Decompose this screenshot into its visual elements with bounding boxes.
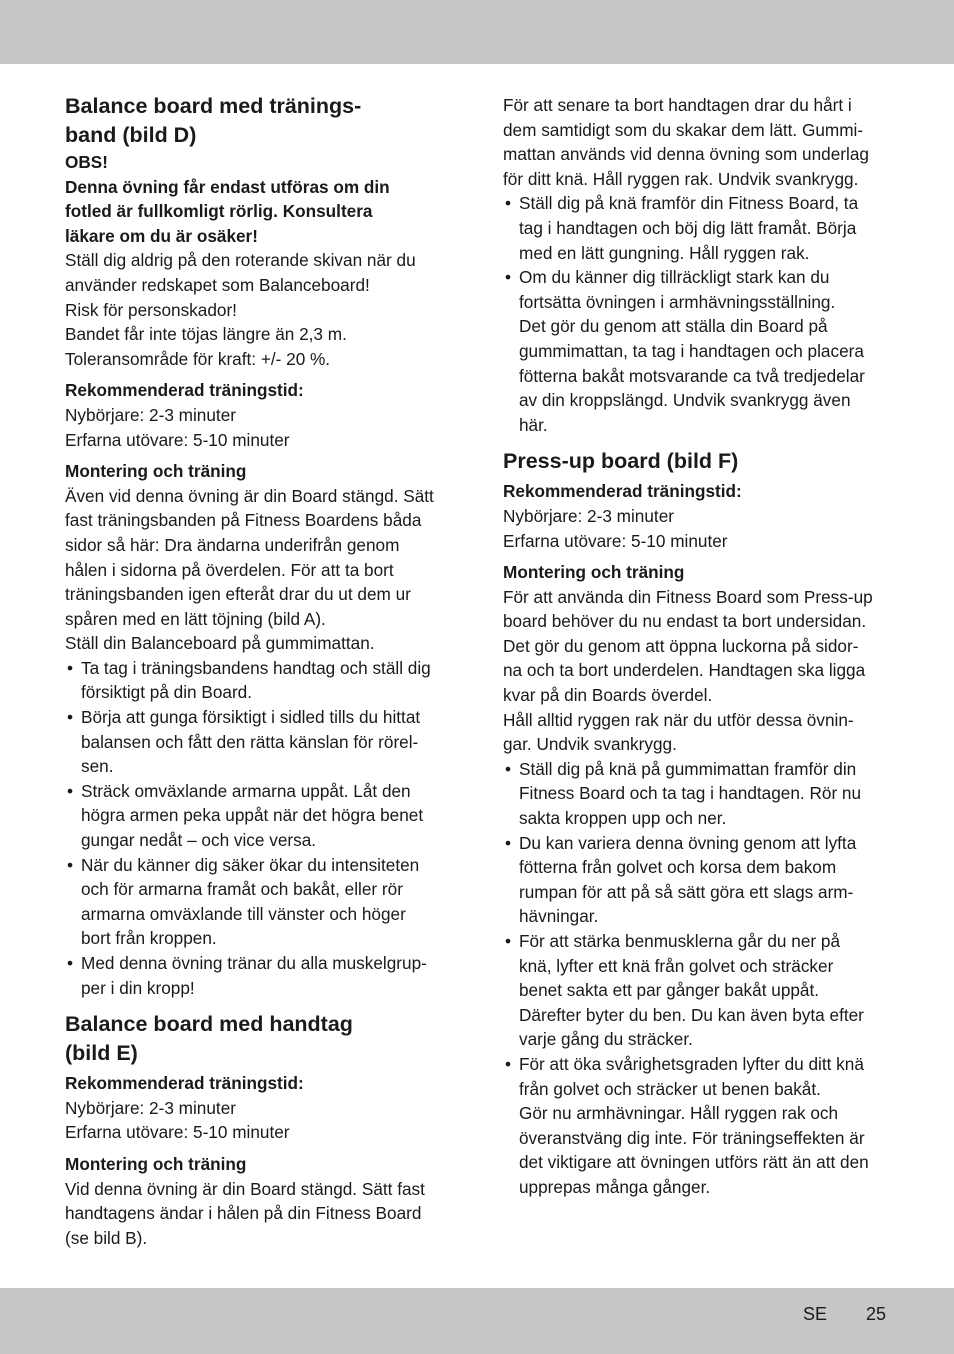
recommended-time-heading: Rekommenderad träningstid:	[65, 380, 304, 401]
header-band	[0, 0, 954, 64]
page-number: 25	[866, 1304, 887, 1324]
list-item: • Ta tag i träningsbandens handtag och ställ dig försiktigt på din Board.	[67, 657, 431, 703]
safety-notes: Ställ dig aldrig på den roterande skivan när du använder redskapet som Balanceboard! Risk för personskador! Bandet får inte töjas längre än 2,3 m. Toleransområde för kraft: +/- 20 %.	[65, 250, 416, 369]
list-item: • Ställ dig på knä på gummimattan framför din Fitness Board och ta tag i handtagen. Rör nu sakta kroppen upp och ner.	[505, 758, 862, 829]
assembly-heading: Montering och träning	[503, 562, 685, 583]
exercise-steps-list	[503, 757, 895, 1200]
language-code: SE	[803, 1304, 828, 1324]
recommended-time-text: Nybörjare: 2-3 minuter Erfarna utövare: 5-10 minuter	[65, 1097, 290, 1143]
handle-removal-text: För att senare ta bort handtagen drar du hårt i dem samtidigt som du skakar dem lätt. Gummi- mattan används vid denna övning som underlag för ditt knä. Håll ryggen rak. Undvik svankrygg.	[503, 95, 869, 189]
recommended-time-text: Nybörjare: 2-3 minuter Erfarna utövare: 5-10 minuter	[503, 505, 728, 551]
list-item: • Du kan variera denna övning genom att lyfta fötterna från golvet och korsa dem bakom rumpan för att på så sätt göra ett slags arm- hävningar.	[505, 832, 857, 927]
assembly-text: För att använda din Fitness Board som Press-up board behöver du nu endast ta bort undersidan. Det gör du genom att öppna luckorna på sidor- na och ta bort underdelen. Handtagen ska ligga kvar på din Boards överdel. Håll alltid ryggen rak när du utför dessa övnin- gar. Undvik svankrygg.	[503, 586, 873, 755]
list-item: • Med denna övning tränar du alla muskelgrup- per i din kropp!	[67, 953, 427, 998]
section-title-balance-board-band: Balance board med tränings- band (bild D)	[65, 94, 362, 147]
section-title-balance-board-handles: Balance board med handtag (bild E)	[65, 1012, 353, 1066]
list-item: • Sträck omväxlande armarna uppåt. Låt den högra armen peka uppåt när det högra benet gungar nedåt – och vice versa.	[67, 780, 424, 851]
recommended-time-heading: Rekommenderad träningstid:	[65, 1073, 304, 1094]
assembly-text: Även vid denna övning är din Board stängd. Sätt fast träningsbanden på Fitness Boardens båda sidor så här: Dra ändarna underifrån genom hålen i sidorna på överdelen. För att ta bort träningsbanden igen efteråt drar du ut dem ur spåren med en lätt töjning (bild A). Ställ din Balanceboard på gummimattan.	[65, 485, 434, 654]
list-item: • Ställ dig på knä framför din Fitness Board, ta tag i handtagen och böj dig lätt framåt. Börja med en lätt gungning. Håll ryggen rak.	[505, 193, 859, 263]
assembly-text: Vid denna övning är din Board stängd. Sätt fast handtagens ändar i hålen på din Fitness Board (se bild B).	[65, 1178, 425, 1248]
exercise-steps-list	[65, 656, 460, 1000]
list-item: • Om du känner dig tillräckligt stark kan du fortsätta övningen i armhävningsställning. Det gör du genom att ställa din Board på gummimattan, ta tag i handtagen och placera fötterna bakåt motsvarande ca två tredjedelar av din kroppslängd. Undvik svankrygg även här.	[505, 267, 865, 435]
right-column	[503, 93, 895, 1200]
recommended-time-heading: Rekommenderad träningstid:	[503, 481, 742, 502]
obs-label: OBS!	[65, 152, 108, 172]
exercise-steps-list	[503, 191, 895, 437]
section-title-press-up-board: Press-up board (bild F)	[503, 449, 739, 474]
assembly-heading: Montering och träning	[65, 461, 247, 482]
recommended-time-text: Nybörjare: 2-3 minuter Erfarna utövare: 5-10 minuter	[65, 404, 290, 450]
assembly-heading: Montering och träning	[65, 1153, 247, 1174]
list-item: • För att öka svårighetsgraden lyfter du ditt knä från golvet och sträcker ut benen bakåt. Gör nu armhävningar. Håll ryggen rak och överanstväng dig inte. För träningseffekten är det viktigare att övningen utförs rätt än att den upprepas många gånger.	[505, 1053, 869, 1197]
list-item: • För att stärka benmusklerna går du ner på knä, lyfter ett knä från golvet och sträcker benet sakta ett par gånger bakåt uppåt. Därefter byter du ben. Du kan även byta efter varje gång du sträcker.	[505, 931, 864, 1050]
warning-text: Denna övning får endast utföras om din fotled är fullkomligt rörlig. Konsultera läkare om du är osäker!	[65, 176, 390, 246]
list-item: • När du känner dig säker ökar du intensiteten och för armarna framåt och bakåt, eller rör armarna omväxlande till vänster och höger bort från kroppen.	[67, 854, 420, 949]
left-column	[65, 92, 460, 1250]
list-item: • Börja att gunga försiktigt i sidled tills du hittat balansen och fått den rätta känslan för rörel- sen.	[67, 707, 421, 777]
